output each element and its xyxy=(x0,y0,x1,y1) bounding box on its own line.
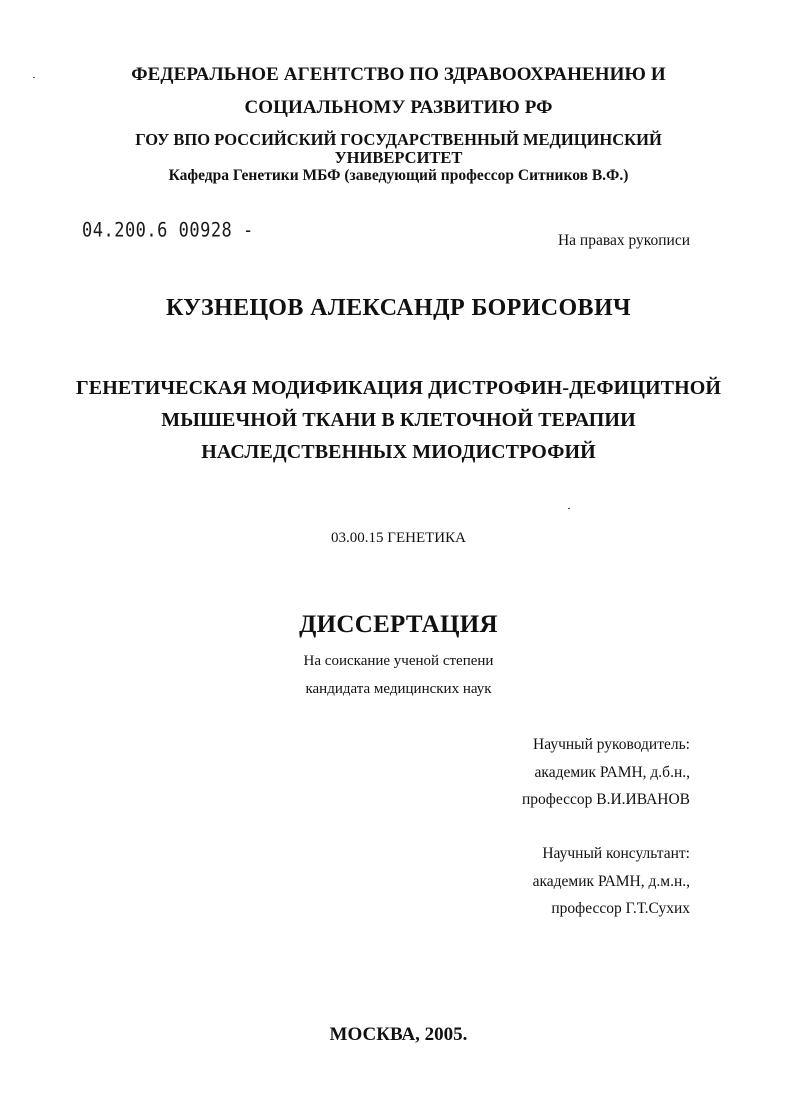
supervisor-rank: академик РАМН, д.б.н., xyxy=(534,764,690,781)
university-line-2: УНИВЕРСИТЕТ xyxy=(334,148,463,167)
title-line-1: ГЕНЕТИЧЕСКАЯ МОДИФИКАЦИЯ ДИСТРОФИН-ДЕФИЦИТНОЙ xyxy=(75,377,722,399)
registration-number-stamp: 04.200.6 00928 - xyxy=(82,219,254,242)
department-line: Кафедра Генетики МБФ (заведующий профессор Ситников В.Ф.) xyxy=(168,167,629,184)
agency-line-2: СОЦИАЛЬНОМУ РАЗВИТИЮ РФ xyxy=(244,97,553,118)
consultant-rank: академик РАМН, д.м.н., xyxy=(532,873,690,890)
scan-speck xyxy=(33,77,35,78)
supervisor-label: Научный руководитель: xyxy=(533,736,690,753)
document-type: ДИССЕРТАЦИЯ xyxy=(299,611,498,638)
university-line-1: ГОУ ВПО РОССИЙСКИЙ ГОСУДАРСТВЕННЫЙ МЕДИЦИНСКИЙ xyxy=(135,130,662,149)
title-line-2: МЫШЕЧНОЙ ТКАНИ В КЛЕТОЧНОЙ ТЕРАПИИ xyxy=(161,409,636,431)
author-name: КУЗНЕЦОВ АЛЕКСАНДР БОРИСОВИЧ xyxy=(165,295,632,321)
degree-line-2: кандидата медицинских наук xyxy=(305,681,492,697)
specialty-code: 03.00.15 ГЕНЕТИКА xyxy=(331,530,466,546)
manuscript-rights: На правах рукописи xyxy=(557,232,690,249)
consultant-label: Научный консультант: xyxy=(542,845,690,862)
degree-line-1: На соискание ученой степени xyxy=(303,653,494,669)
scan-speck xyxy=(568,508,570,509)
title-line-3: НАСЛЕДСТВЕННЫХ МИОДИСТРОФИЙ xyxy=(201,441,596,463)
supervisor-name: профессор В.И.ИВАНОВ xyxy=(522,791,690,808)
agency-line-1: ФЕДЕРАЛЬНОЕ АГЕНТСТВО ПО ЗДРАВООХРАНЕНИЮ И xyxy=(131,64,666,85)
city-year: МОСКВА, 2005. xyxy=(329,1024,468,1045)
consultant-name: профессор Г.Т.Сухих xyxy=(551,900,690,917)
